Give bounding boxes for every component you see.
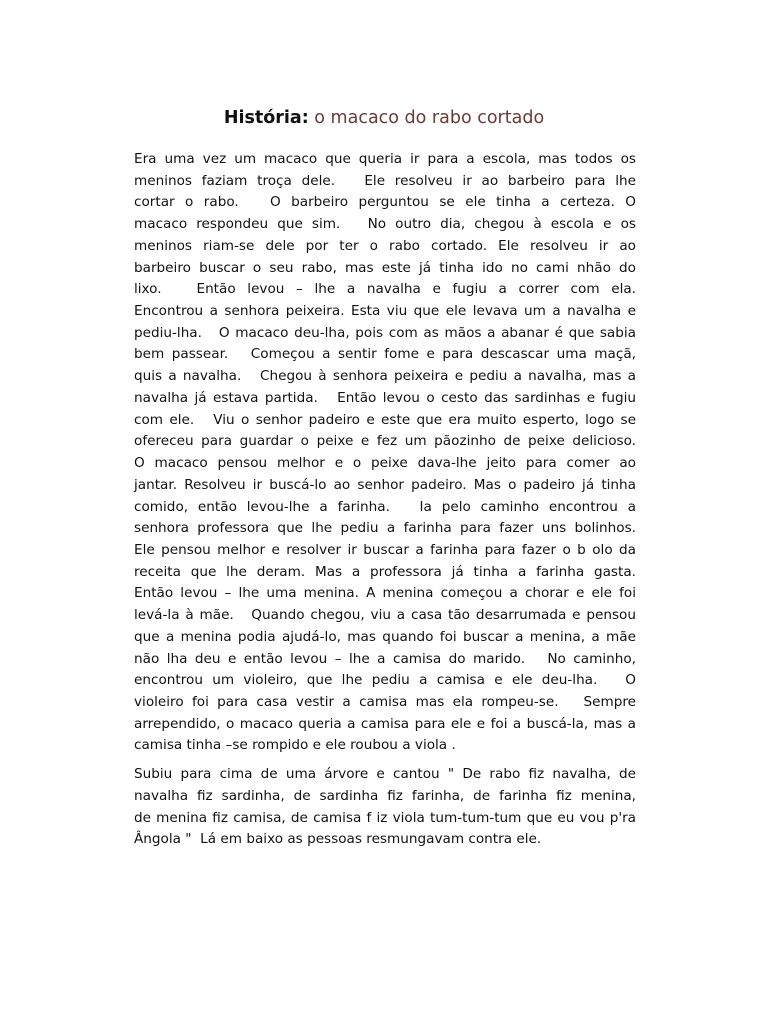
text-line: navalha já estava partida. Então levou o cesto das sardinhas e fugiu	[134, 389, 636, 406]
text-line: camisa tinha –se rompido e ele roubou a viola .	[134, 737, 456, 754]
text-line: com ele. Viu o senhor padeiro e este que era muito esperto, logo se	[134, 411, 636, 428]
text-line: receita que lhe deram. Mas a professora já tinha a farinha gasta.	[134, 563, 636, 580]
document-title	[0, 105, 768, 131]
text-line: senhora professora que lhe pediu a farinha para fazer uns bolinhos.	[134, 520, 636, 537]
text-line: lixo. Então levou – lhe a navalha e fugiu a correr com ela.	[134, 281, 636, 298]
title-label: História:	[223, 108, 309, 128]
text-line: pediu-lha. O macaco deu-lha, pois com as mãos a abanar é que sabia	[134, 324, 636, 341]
text-line: Ângola " Lá em baixo as pessoas resmungavam contra ele.	[134, 831, 542, 848]
text-line: barbeiro buscar o seu rabo, mas este já tinha ido no cami nhão do	[134, 259, 636, 276]
text-line: comido, então levou-lhe a farinha. Ia pelo caminho encontrou a	[134, 498, 636, 515]
text-line: que a menina podia ajudá-lo, mas quando foi buscar a menina, a mãe	[134, 628, 636, 645]
text-line: ofereceu para guardar o peixe e fez um pãozinho de peixe delicioso.	[134, 433, 636, 450]
text-line: arrependido, o macaco queria a camisa para ele e foi a buscá-la, mas a	[134, 715, 636, 732]
text-line: Era uma vez um macaco que queria ir para a escola, mas todos os	[134, 151, 636, 167]
text-line: Subiu para cima de uma árvore e cantou " De rabo fiz navalha, de	[134, 766, 636, 782]
text-line: macaco respondeu que sim. No outro dia, chegou à escola e os	[134, 216, 636, 233]
text-line: levá-la à mãe. Quando chegou, viu a casa tão desarrumada e pensou	[134, 607, 636, 624]
text-line: encontrou um violeiro, que lhe pediu a camisa e ele deu-lha. O	[134, 672, 636, 689]
text-line: de menina fiz camisa, de camisa f iz viola tum-tum-tum que eu vou p'ra	[134, 809, 636, 826]
story-paragraph-1	[134, 149, 636, 757]
text-line: jantar. Resolveu ir buscá-lo ao senhor padeiro. Mas o padeiro já tinha	[134, 476, 636, 493]
text-line: navalha fiz sardinha, de sardinha fiz farinha, de farinha fiz menina,	[134, 787, 636, 804]
text-line: violeiro foi para casa vestir a camisa mas ela rompeu-se. Sempre	[134, 693, 636, 710]
text-line: meninos faziam troça dele. Ele resolveu ir ao barbeiro para lhe	[134, 172, 636, 189]
title-story-name: o macaco do rabo cortado	[308, 108, 545, 128]
text-line: Então levou – lhe uma menina. A menina começou a chorar e ele foi	[134, 585, 636, 602]
text-line: Ele pensou melhor e resolver ir buscar a farinha para fazer o b olo da	[134, 541, 636, 558]
text-line: quis a navalha. Chegou à senhora peixeira e pediu a navalha, mas a	[134, 368, 636, 385]
story-paragraph-2	[134, 764, 636, 851]
text-line: bem passear. Começou a sentir fome e para descascar uma maçã,	[134, 346, 636, 363]
text-line: Encontrou a senhora peixeira. Esta viu que ele levava um a navalha e	[134, 303, 636, 320]
text-line: O macaco pensou melhor e o peixe dava-lhe jeito para comer ao	[134, 455, 636, 472]
text-line: não lha deu e então levou – lhe a camisa do marido. No caminho,	[134, 650, 636, 667]
text-line: cortar o rabo. O barbeiro perguntou se ele tinha a certeza. O	[134, 194, 636, 211]
text-line: meninos riam-se dele por ter o rabo cortado. Ele resolveu ir ao	[134, 237, 636, 254]
